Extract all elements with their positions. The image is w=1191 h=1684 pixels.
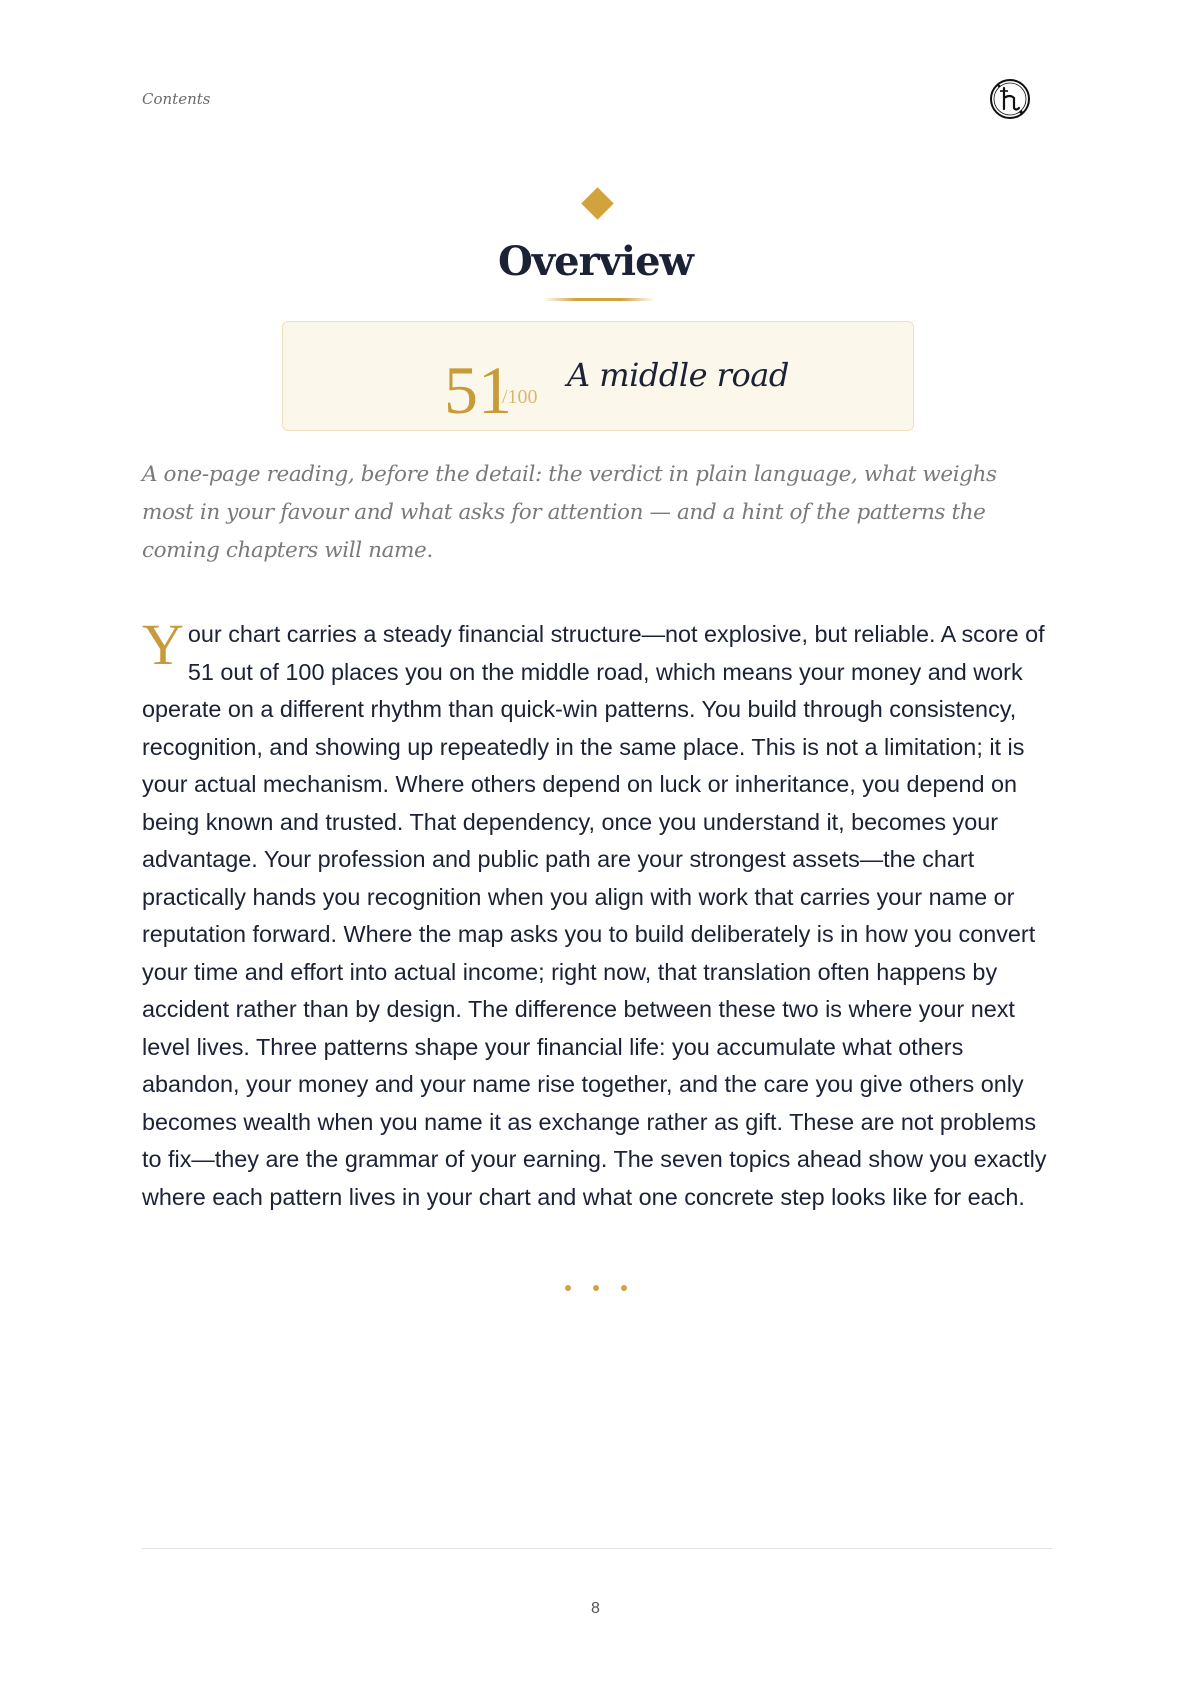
page-number: 8 — [591, 1600, 600, 1617]
body-text: our chart carries a steady financial structure—not explosive, but reliable. A score of 51 out of 100 places you on the middle road, which means your money and work operate on a different rhythm than quick-win patterns. You build through consistency, recognition, and showing up repeatedly in the same place. This is not a limitation; it is your actual mechanism. Where others depend on luck or inheritance, you depend on being known and trusted. That dependency, once you understand it, becomes your advantage. Your profession and public path are your strongest assets—the chart practically hands you recognition when you align with work that carries your name or reputation forward. Where the map asks you to build deliberately is in how you convert your time and effort into actual income; right now, that translation often happens by accident rather than by design. The difference between these two is where your next level lives. Three patterns shape your financial life: you accumulate what others abandon, your money and your name rise together, and the care you give others only becomes wealth when you name it as exchange rather as gift. These are not problems to fix—they are the grammar of your earning. The seven topics ahead show you exactly where each pattern lives in your chart and what one concrete step looks like for each. — [142, 621, 1047, 1210]
intro-paragraph: A one-page reading, before the detail: the verdict in plain language, what weighs most in your favour and what asks for attention — and a hint of the patterns the coming chapters will name. — [142, 462, 997, 563]
drop-cap: Y — [142, 612, 184, 677]
contents-link[interactable]: Contents — [142, 90, 211, 108]
monogram-logo-icon — [988, 77, 1032, 121]
divider-dot — [565, 1285, 571, 1291]
score-verdict: A middle road — [567, 356, 789, 394]
page-title: Overview — [498, 238, 693, 285]
divider-dot — [593, 1285, 599, 1291]
divider-dot — [621, 1285, 627, 1291]
title-underline — [543, 298, 655, 301]
footer-divider — [142, 1548, 1052, 1549]
body-paragraph — [142, 612, 1057, 1216]
score-denominator: /100 — [502, 386, 538, 408]
gold-diamond-icon — [581, 187, 614, 220]
section-divider-dots — [0, 1278, 1191, 1296]
score-value: 51 — [444, 352, 512, 428]
